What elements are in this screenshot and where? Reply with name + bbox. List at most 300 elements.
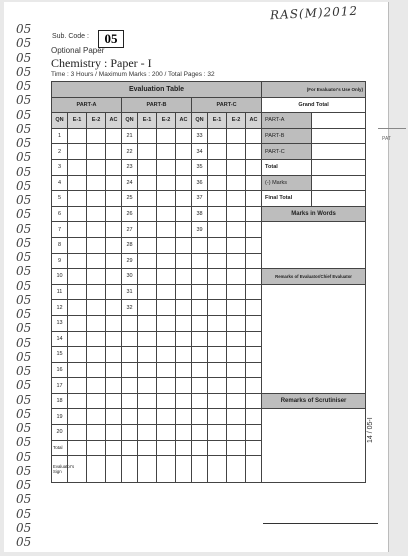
part-a-mark-cell[interactable] [68, 269, 87, 285]
part-a-question-number: 2 [52, 144, 68, 160]
part-c-mark-cell[interactable] [227, 378, 246, 394]
part-a-mark-cell[interactable] [106, 315, 122, 331]
part-c-mark-cell[interactable] [246, 175, 262, 191]
part-a-mark-cell[interactable] [68, 191, 87, 207]
part-a-mark-cell[interactable] [87, 144, 106, 160]
margin-code: 05 [16, 392, 32, 407]
part-c-question-number: 38 [192, 206, 208, 222]
part-b-mark-cell[interactable] [138, 144, 157, 160]
part-a-mark-cell[interactable] [106, 175, 122, 191]
margin-code: 05 [16, 307, 32, 321]
column-header-ac: AC [106, 113, 122, 129]
part-b-header: PART-B [122, 97, 192, 113]
part-a-mark-cell[interactable] [106, 284, 122, 300]
part-c-mark-cell[interactable] [208, 347, 227, 363]
part-b-mark-cell[interactable] [157, 253, 176, 269]
part-c-mark-cell[interactable] [246, 237, 262, 253]
part-c-mark-cell[interactable] [208, 315, 227, 331]
part-c-question-number: 34 [192, 144, 208, 160]
part-c-mark-cell[interactable] [227, 191, 246, 207]
part-a-mark-cell[interactable] [106, 269, 122, 285]
part-c-mark-cell[interactable] [246, 378, 262, 394]
part-b-mark-cell[interactable] [157, 144, 176, 160]
part-b-mark-cell[interactable] [138, 409, 157, 425]
margin-code: 05 [16, 164, 32, 179]
part-a-mark-cell[interactable] [68, 206, 87, 222]
part-b-mark-cell[interactable] [157, 175, 176, 191]
margin-code: 05 [16, 79, 32, 93]
part-b-mark-cell[interactable] [176, 128, 192, 144]
part-c-question-number [192, 409, 208, 425]
part-a-mark-cell[interactable] [106, 300, 122, 316]
part-c-question-number [192, 347, 208, 363]
part-a-mark-cell[interactable] [106, 331, 122, 347]
margin-code: 05 [16, 492, 32, 507]
margin-code: 05 [16, 107, 32, 122]
part-a-mark-cell[interactable] [87, 159, 106, 175]
part-c-mark-cell[interactable] [246, 128, 262, 144]
part-b-question-number: 32 [122, 300, 138, 316]
margin-code: 05 [16, 64, 32, 79]
part-c-mark-cell[interactable] [246, 159, 262, 175]
part-c-mark-cell[interactable] [208, 253, 227, 269]
part-c-question-number [192, 362, 208, 378]
part-c-mark-cell[interactable] [208, 393, 227, 409]
part-b-mark-cell[interactable] [138, 191, 157, 207]
margin-code: 05 [16, 93, 32, 108]
part-a-mark-cell[interactable] [68, 440, 87, 456]
part-a-mark-cell[interactable] [87, 175, 106, 191]
summary-minus-marks-value[interactable] [312, 175, 366, 191]
part-a-mark-cell[interactable] [87, 456, 106, 483]
part-a-question-number: 15 [52, 347, 68, 363]
grand-total-header: Grand Total [262, 97, 366, 113]
part-c-mark-cell[interactable] [208, 159, 227, 175]
part-b-question-number [122, 347, 138, 363]
part-a-mark-cell[interactable] [68, 425, 87, 441]
part-c-mark-cell[interactable] [227, 440, 246, 456]
part-c-mark-cell[interactable] [208, 222, 227, 238]
part-c-mark-cell[interactable] [246, 362, 262, 378]
part-c-question-number [192, 269, 208, 285]
part-c-header: PART-C [192, 97, 262, 113]
part-b-mark-cell[interactable] [157, 331, 176, 347]
margin-code: 05 [16, 121, 32, 136]
part-a-mark-cell[interactable] [68, 144, 87, 160]
part-b-mark-cell[interactable] [138, 393, 157, 409]
part-a-mark-cell[interactable] [87, 440, 106, 456]
part-c-mark-cell[interactable] [208, 378, 227, 394]
part-c-question-number [192, 440, 208, 456]
part-b-mark-cell[interactable] [176, 425, 192, 441]
part-b-mark-cell[interactable] [138, 253, 157, 269]
part-b-mark-cell[interactable] [157, 237, 176, 253]
part-a-question-number: 4 [52, 175, 68, 191]
part-b-mark-cell[interactable] [176, 206, 192, 222]
part-c-mark-cell[interactable] [246, 206, 262, 222]
margin-code: 05 [16, 292, 32, 307]
part-b-mark-cell[interactable] [138, 362, 157, 378]
summary-part-a-label: PART-A [262, 113, 312, 129]
part-a-mark-cell[interactable] [87, 409, 106, 425]
part-c-mark-cell[interactable] [227, 128, 246, 144]
part-a-mark-cell[interactable] [106, 159, 122, 175]
part-b-mark-cell[interactable] [176, 362, 192, 378]
part-c-mark-cell[interactable] [208, 175, 227, 191]
part-c-question-number [192, 315, 208, 331]
part-b-question-number [122, 378, 138, 394]
part-b-question-number: 27 [122, 222, 138, 238]
part-b-mark-cell[interactable] [157, 409, 176, 425]
margin-code: 05 [16, 207, 32, 222]
part-a-mark-cell[interactable] [68, 347, 87, 363]
part-c-mark-cell[interactable] [246, 409, 262, 425]
part-b-mark-cell[interactable] [176, 456, 192, 483]
part-b-mark-cell[interactable] [138, 206, 157, 222]
part-a-mark-cell[interactable] [87, 425, 106, 441]
part-c-question-number: 39 [192, 222, 208, 238]
summary-part-b-value[interactable] [312, 128, 366, 144]
part-a-mark-cell[interactable] [68, 284, 87, 300]
summary-total-value[interactable] [312, 159, 366, 175]
part-a-mark-cell[interactable] [87, 128, 106, 144]
part-a-question-number: 14 [52, 331, 68, 347]
part-c-mark-cell[interactable] [246, 440, 262, 456]
summary-part-c-label: PART-C [262, 144, 312, 160]
part-b-mark-cell[interactable] [176, 237, 192, 253]
part-a-mark-cell[interactable] [68, 300, 87, 316]
edge-text: PAT [382, 136, 391, 142]
part-c-mark-cell[interactable] [227, 393, 246, 409]
part-c-mark-cell[interactable] [227, 409, 246, 425]
part-c-mark-cell[interactable] [246, 253, 262, 269]
part-a-mark-cell[interactable] [87, 315, 106, 331]
part-a-mark-cell[interactable] [106, 191, 122, 207]
part-b-mark-cell[interactable] [138, 284, 157, 300]
margin-code: 05 [16, 463, 32, 478]
margin-code: 05 [16, 278, 32, 293]
part-b-mark-cell[interactable] [176, 331, 192, 347]
part-c-mark-cell[interactable] [227, 300, 246, 316]
part-b-mark-cell[interactable] [157, 456, 176, 483]
part-c-mark-cell[interactable] [246, 300, 262, 316]
part-b-mark-cell[interactable] [176, 175, 192, 191]
part-b-mark-cell[interactable] [176, 222, 192, 238]
part-b-mark-cell[interactable] [138, 347, 157, 363]
part-a-mark-cell[interactable] [68, 378, 87, 394]
summary-part-b-label: PART-B [262, 128, 312, 144]
part-b-question-number: 25 [122, 191, 138, 207]
column-header-e-1: E-1 [138, 113, 157, 129]
part-c-mark-cell[interactable] [246, 284, 262, 300]
part-c-mark-cell[interactable] [208, 440, 227, 456]
part-a-mark-cell[interactable] [106, 253, 122, 269]
part-b-mark-cell[interactable] [176, 347, 192, 363]
part-a-question-number: 18 [52, 393, 68, 409]
part-c-mark-cell[interactable] [208, 144, 227, 160]
part-b-mark-cell[interactable] [138, 237, 157, 253]
part-b-mark-cell[interactable] [138, 456, 157, 483]
edge-rule [378, 128, 406, 129]
part-a-question-number: 5 [52, 191, 68, 207]
part-c-mark-cell[interactable] [208, 128, 227, 144]
part-c-question-number: 37 [192, 191, 208, 207]
part-b-mark-cell[interactable] [138, 300, 157, 316]
margin-code: 05 [16, 421, 32, 435]
part-b-mark-cell[interactable] [157, 362, 176, 378]
part-c-mark-cell[interactable] [246, 456, 262, 483]
part-b-mark-cell[interactable] [157, 269, 176, 285]
part-c-mark-cell[interactable] [208, 362, 227, 378]
column-header-qn: QN [52, 113, 68, 129]
column-header-qn: QN [192, 113, 208, 129]
part-c-question-number: 36 [192, 175, 208, 191]
part-b-mark-cell[interactable] [176, 300, 192, 316]
part-c-mark-cell[interactable] [227, 269, 246, 285]
part-a-mark-cell[interactable] [106, 362, 122, 378]
part-b-mark-cell[interactable] [176, 253, 192, 269]
part-c-mark-cell[interactable] [227, 331, 246, 347]
marks-in-words-box[interactable] [262, 222, 366, 269]
part-b-question-number: 28 [122, 237, 138, 253]
margin-code: 05 [16, 435, 32, 450]
column-header-e-2: E-2 [157, 113, 176, 129]
part-a-question-number: 19 [52, 409, 68, 425]
column-header-e-2: E-2 [87, 113, 106, 129]
column-header-e-1: E-1 [68, 113, 87, 129]
part-b-mark-cell[interactable] [157, 159, 176, 175]
part-b-mark-cell[interactable] [138, 331, 157, 347]
part-a-mark-cell[interactable] [106, 440, 122, 456]
part-c-mark-cell[interactable] [208, 409, 227, 425]
margin-code: 05 [16, 378, 32, 393]
part-c-mark-cell[interactable] [208, 206, 227, 222]
sub-code-label: Sub. Code : [52, 33, 89, 40]
part-a-mark-cell[interactable] [87, 191, 106, 207]
part-a-mark-cell[interactable] [87, 269, 106, 285]
part-b-question-number [122, 315, 138, 331]
part-c-question-number [192, 300, 208, 316]
part-c-mark-cell[interactable] [208, 331, 227, 347]
part-c-mark-cell[interactable] [227, 144, 246, 160]
part-c-mark-cell[interactable] [208, 269, 227, 285]
part-a-mark-cell[interactable] [68, 362, 87, 378]
part-a-mark-cell[interactable] [106, 222, 122, 238]
part-c-mark-cell[interactable] [227, 159, 246, 175]
part-c-mark-cell[interactable] [246, 144, 262, 160]
part-c-mark-cell[interactable] [246, 315, 262, 331]
part-a-mark-cell[interactable] [68, 222, 87, 238]
part-c-mark-cell[interactable] [246, 347, 262, 363]
part-a-question-number: 3 [52, 159, 68, 175]
part-b-mark-cell[interactable] [157, 128, 176, 144]
part-b-mark-cell[interactable] [157, 393, 176, 409]
part-c-mark-cell[interactable] [227, 253, 246, 269]
margin-code: 05 [16, 478, 32, 492]
part-a-mark-cell[interactable] [106, 425, 122, 441]
remarks-scrutiniser-header: Remarks of Scrutiniser [262, 393, 366, 409]
part-b-question-number [122, 393, 138, 409]
part-a-mark-cell[interactable] [87, 206, 106, 222]
part-c-mark-cell[interactable] [227, 425, 246, 441]
part-c-question-number [192, 425, 208, 441]
part-b-mark-cell[interactable] [157, 440, 176, 456]
part-a-mark-cell[interactable] [87, 222, 106, 238]
bottom-rule [263, 523, 378, 524]
part-a-mark-cell[interactable] [106, 144, 122, 160]
summary-part-a-value[interactable] [312, 113, 366, 129]
part-b-mark-cell[interactable] [138, 175, 157, 191]
part-c-mark-cell[interactable] [227, 362, 246, 378]
part-b-mark-cell[interactable] [138, 159, 157, 175]
part-b-question-number: 26 [122, 206, 138, 222]
part-b-mark-cell[interactable] [157, 284, 176, 300]
part-a-mark-cell[interactable] [106, 378, 122, 394]
part-a-mark-cell[interactable] [87, 362, 106, 378]
part-a-mark-cell[interactable] [87, 347, 106, 363]
margin-code: 05 [16, 349, 32, 364]
part-c-mark-cell[interactable] [246, 393, 262, 409]
part-c-question-number [192, 378, 208, 394]
part-b-mark-cell[interactable] [138, 378, 157, 394]
part-c-mark-cell[interactable] [227, 456, 246, 483]
part-b-mark-cell[interactable] [157, 206, 176, 222]
part-a-mark-cell[interactable] [87, 393, 106, 409]
part-b-mark-cell[interactable] [176, 284, 192, 300]
optional-paper-label: Optional Paper [51, 46, 105, 55]
total-row-label: Total [52, 440, 68, 456]
part-a-mark-cell[interactable] [68, 159, 87, 175]
part-c-mark-cell[interactable] [208, 191, 227, 207]
remarks-evaluator-header: Remarks of Evaluator/Chief Evaluator [262, 269, 366, 285]
part-b-question-number [122, 440, 138, 456]
part-b-mark-cell[interactable] [138, 440, 157, 456]
part-b-question-number [122, 331, 138, 347]
remarks-scrutiniser-box[interactable] [262, 409, 366, 483]
part-a-question-number: 20 [52, 425, 68, 441]
part-c-mark-cell[interactable] [208, 284, 227, 300]
summary-final-total-label: Final Total [262, 191, 312, 207]
part-c-mark-cell[interactable] [227, 284, 246, 300]
part-c-mark-cell[interactable] [246, 331, 262, 347]
part-b-mark-cell[interactable] [138, 425, 157, 441]
part-b-mark-cell[interactable] [138, 128, 157, 144]
evaluation-table [51, 81, 366, 483]
part-a-mark-cell[interactable] [68, 237, 87, 253]
time-marks-pages: Time : 3 Hours / Maximum Marks : 200 / Total Pages : 32 [51, 71, 215, 78]
part-b-mark-cell[interactable] [176, 269, 192, 285]
part-a-question-number: 16 [52, 362, 68, 378]
part-b-mark-cell[interactable] [176, 440, 192, 456]
part-a-mark-cell[interactable] [87, 378, 106, 394]
part-b-mark-cell[interactable] [176, 409, 192, 425]
margin-code: 05 [16, 321, 32, 336]
part-b-mark-cell[interactable] [138, 269, 157, 285]
remarks-evaluator-box[interactable] [262, 284, 366, 393]
part-a-mark-cell[interactable] [68, 175, 87, 191]
part-a-mark-cell[interactable] [87, 253, 106, 269]
part-b-mark-cell[interactable] [157, 347, 176, 363]
part-b-mark-cell[interactable] [176, 315, 192, 331]
part-a-mark-cell[interactable] [106, 206, 122, 222]
part-a-mark-cell[interactable] [68, 409, 87, 425]
part-c-mark-cell[interactable] [208, 300, 227, 316]
part-a-mark-cell[interactable] [106, 128, 122, 144]
summary-part-c-value[interactable] [312, 144, 366, 160]
part-b-mark-cell[interactable] [176, 159, 192, 175]
part-c-question-number [192, 253, 208, 269]
part-b-mark-cell[interactable] [157, 315, 176, 331]
part-c-mark-cell[interactable] [227, 175, 246, 191]
part-c-mark-cell[interactable] [227, 222, 246, 238]
part-c-question-number: 35 [192, 159, 208, 175]
part-c-mark-cell[interactable] [227, 347, 246, 363]
part-a-mark-cell[interactable] [68, 393, 87, 409]
part-a-mark-cell[interactable] [68, 331, 87, 347]
part-c-mark-cell[interactable] [208, 237, 227, 253]
part-b-mark-cell[interactable] [157, 222, 176, 238]
part-a-question-number: 13 [52, 315, 68, 331]
part-b-mark-cell[interactable] [138, 222, 157, 238]
part-c-mark-cell[interactable] [227, 206, 246, 222]
part-c-mark-cell[interactable] [246, 191, 262, 207]
column-header-ac: AC [246, 113, 262, 129]
part-a-question-number: 8 [52, 237, 68, 253]
part-c-mark-cell[interactable] [246, 269, 262, 285]
part-b-mark-cell[interactable] [157, 378, 176, 394]
part-b-question-number [122, 456, 138, 483]
part-b-mark-cell[interactable] [138, 315, 157, 331]
part-a-mark-cell[interactable] [87, 331, 106, 347]
summary-final-total-value[interactable] [312, 191, 366, 207]
part-a-mark-cell[interactable] [87, 237, 106, 253]
serial-code: 14 / 05-I [367, 417, 374, 443]
margin-code: 05 [16, 150, 32, 165]
part-a-mark-cell[interactable] [87, 284, 106, 300]
sub-code-box: 05 [98, 30, 124, 48]
part-a-mark-cell[interactable] [68, 315, 87, 331]
part-b-mark-cell[interactable] [157, 425, 176, 441]
part-b-mark-cell[interactable] [176, 191, 192, 207]
part-a-mark-cell[interactable] [106, 347, 122, 363]
part-a-mark-cell[interactable] [68, 128, 87, 144]
part-c-mark-cell[interactable] [208, 425, 227, 441]
part-c-mark-cell[interactable] [227, 237, 246, 253]
part-a-mark-cell[interactable] [106, 409, 122, 425]
part-b-mark-cell[interactable] [157, 300, 176, 316]
part-a-mark-cell[interactable] [87, 300, 106, 316]
part-a-question-number: 12 [52, 300, 68, 316]
part-b-mark-cell[interactable] [176, 144, 192, 160]
part-c-mark-cell[interactable] [208, 456, 227, 483]
part-b-mark-cell[interactable] [176, 378, 192, 394]
part-c-mark-cell[interactable] [246, 222, 262, 238]
part-a-mark-cell[interactable] [106, 456, 122, 483]
part-b-mark-cell[interactable] [176, 393, 192, 409]
part-b-mark-cell[interactable] [157, 191, 176, 207]
part-a-question-number: 6 [52, 206, 68, 222]
part-a-mark-cell[interactable] [106, 237, 122, 253]
margin-code: 05 [16, 520, 32, 535]
part-a-question-number: 10 [52, 269, 68, 285]
part-c-mark-cell[interactable] [227, 315, 246, 331]
part-a-mark-cell[interactable] [106, 393, 122, 409]
part-a-mark-cell[interactable] [68, 456, 87, 483]
part-c-mark-cell[interactable] [246, 425, 262, 441]
column-header-qn: QN [122, 113, 138, 129]
part-a-mark-cell[interactable] [68, 253, 87, 269]
margin-code: 05 [16, 250, 32, 264]
